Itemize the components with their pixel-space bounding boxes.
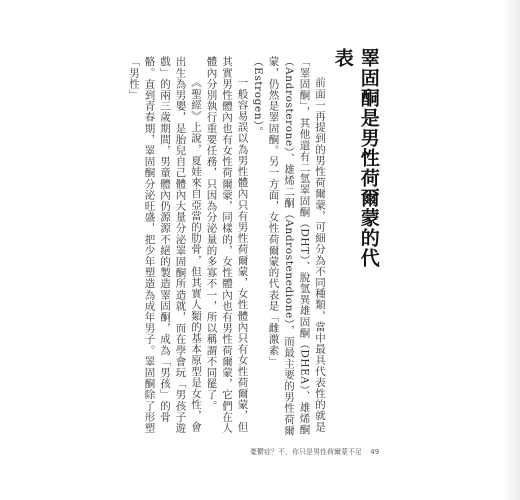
paragraph-1: 前面一再提到的男性荷爾蒙，可細分為不同種類，當中最具代表性的就是「睪固酮」，其他還有二氫睪固酮（DHT）、脫氫異雄固酮（DHEA）、雄烯酮（Androsterone）、雄烯二酮（Androstenedione），而最主要的男性荷爾蒙，仍然是睪固酮。另一方面，女性荷爾蒙的代表是「雌激素」（Estrogen）。 [252,56,326,436]
body-text [115,56,327,441]
running-title: 憂鬱症？不，你只是男性荷爾蒙不足 [250,448,362,456]
page-gutter-shadow [504,0,520,500]
page-number: 49 [370,448,380,456]
chapter-title: 睪固酮是男性荷爾蒙的代表 [331,48,380,268]
paragraph-3: 《聖經》上說，夏娃來自亞當的肋骨，但其實人類的基本原型是女性，會出生為男嬰，是胎兒自己體內大量分泌睪固酮所造就，而在學會玩「男孩子遊戲」的兩三歲期間，男童體內仍源源不絕的製造睪固酮，成為「男孩」的骨骼。直到青春期，睪固酮分泌旺盛，把少年塑造為成年男子。睪固酮除了形塑「男性」 [128,56,202,434]
page-footer [250,447,410,461]
paragraph-2: 一般容易誤以為男性體內只有男性荷爾蒙，女性體內只有女性荷爾蒙，但其實男性體內也有女性荷爾蒙，同樣的，女性體內也有男性荷爾蒙，它們在人體內分別執行重要任務，只因為分泌量的多寡不一，所以稱謂不同罷了。 [205,56,249,434]
